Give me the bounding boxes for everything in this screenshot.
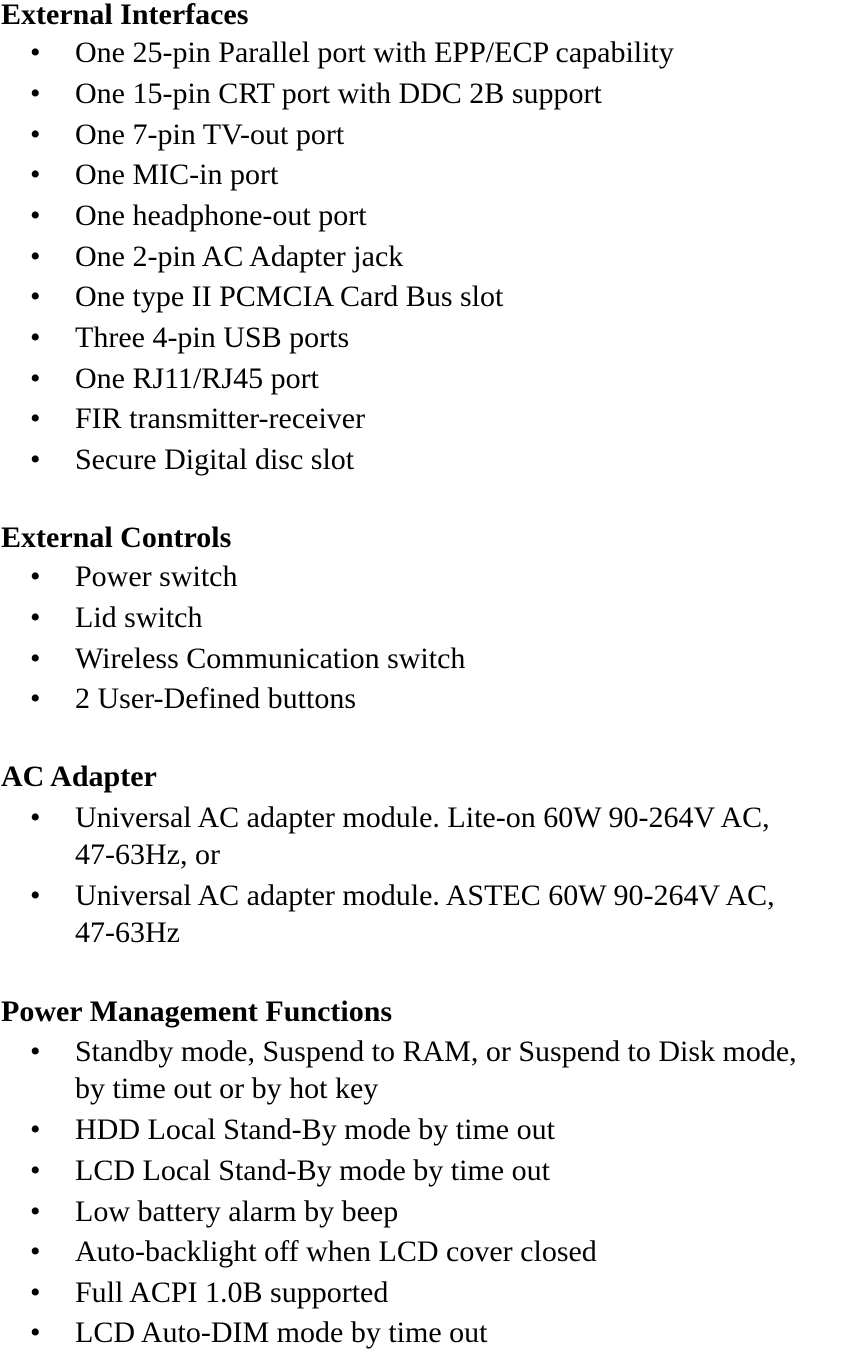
- bullet-icon: •: [30, 1316, 41, 1349]
- bullet-icon: •: [30, 1235, 41, 1268]
- bullet-icon: •: [30, 560, 41, 593]
- bullet-icon: •: [30, 801, 41, 834]
- bullet-icon: •: [30, 601, 41, 634]
- bullet-icon: •: [30, 1195, 41, 1228]
- list-item-text: One headphone-out port: [75, 199, 367, 232]
- bullet-icon: •: [30, 682, 41, 715]
- list-item-text: Wireless Communication switch: [75, 642, 466, 675]
- bullet-icon: •: [30, 77, 41, 110]
- section-heading-ac-adapter: AC Adapter: [1, 760, 157, 793]
- list-item-text: HDD Local Stand-By mode by time out: [75, 1113, 555, 1146]
- list-item-text: FIR transmitter-receiver: [75, 402, 366, 435]
- section-heading-external-interfaces: External Interfaces: [1, 0, 249, 31]
- bullet-icon: •: [30, 321, 41, 354]
- list-item-text: Universal AC adapter module. Lite-on 60W 90-264V AC, 47-63Hz, or: [75, 801, 770, 871]
- bullet-icon: •: [30, 443, 41, 476]
- list-item-text: Universal AC adapter module. ASTEC 60W 90-264V AC, 47-63Hz: [75, 879, 775, 949]
- list-item-text: 2 User-Defined buttons: [75, 682, 357, 715]
- list-item-text: One 15-pin CRT port with DDC 2B support: [75, 77, 602, 110]
- bullet-icon: •: [30, 158, 41, 191]
- bullet-icon: •: [30, 240, 41, 273]
- bullet-icon: •: [30, 1276, 41, 1309]
- list-item-text: Auto-backlight off when LCD cover closed: [75, 1235, 597, 1268]
- list-item-text: Three 4-pin USB ports: [75, 321, 350, 354]
- list-item-text: Lid switch: [75, 601, 203, 634]
- list-item-text: One RJ11/RJ45 port: [75, 362, 319, 395]
- bullet-icon: •: [30, 1154, 41, 1187]
- list-item-text: One MIC-in port: [75, 158, 279, 191]
- bullet-icon: •: [30, 199, 41, 232]
- section-heading-power-management: Power Management Functions: [1, 995, 393, 1028]
- bullet-icon: •: [30, 1035, 41, 1068]
- bullet-icon: •: [30, 642, 41, 675]
- bullet-icon: •: [30, 280, 41, 313]
- list-item-text: Secure Digital disc slot: [75, 443, 355, 476]
- list-item-text: Full ACPI 1.0B supported: [75, 1276, 389, 1309]
- list-item-text: LCD Local Stand-By mode by time out: [75, 1154, 550, 1187]
- list-item-text: LCD Auto-DIM mode by time out: [75, 1316, 488, 1349]
- list-item-text: Low battery alarm by beep: [75, 1195, 399, 1228]
- section-heading-external-controls: External Controls: [1, 521, 232, 554]
- bullet-icon: •: [30, 879, 41, 912]
- list-item-text: One 2-pin AC Adapter jack: [75, 240, 404, 273]
- bullet-icon: •: [30, 362, 41, 395]
- bullet-icon: •: [30, 36, 41, 69]
- bullet-icon: •: [30, 1113, 41, 1146]
- list-item-text: Standby mode, Suspend to RAM, or Suspend to Disk mode, by time out or by hot key: [75, 1035, 797, 1105]
- bullet-icon: •: [30, 118, 41, 151]
- list-item-text: One 25-pin Parallel port with EPP/ECP capability: [75, 36, 674, 69]
- list-item-text: One 7-pin TV-out port: [75, 118, 345, 151]
- list-item-text: Power switch: [75, 560, 238, 593]
- list-item-text: One type II PCMCIA Card Bus slot: [75, 280, 504, 313]
- bullet-icon: •: [30, 402, 41, 435]
